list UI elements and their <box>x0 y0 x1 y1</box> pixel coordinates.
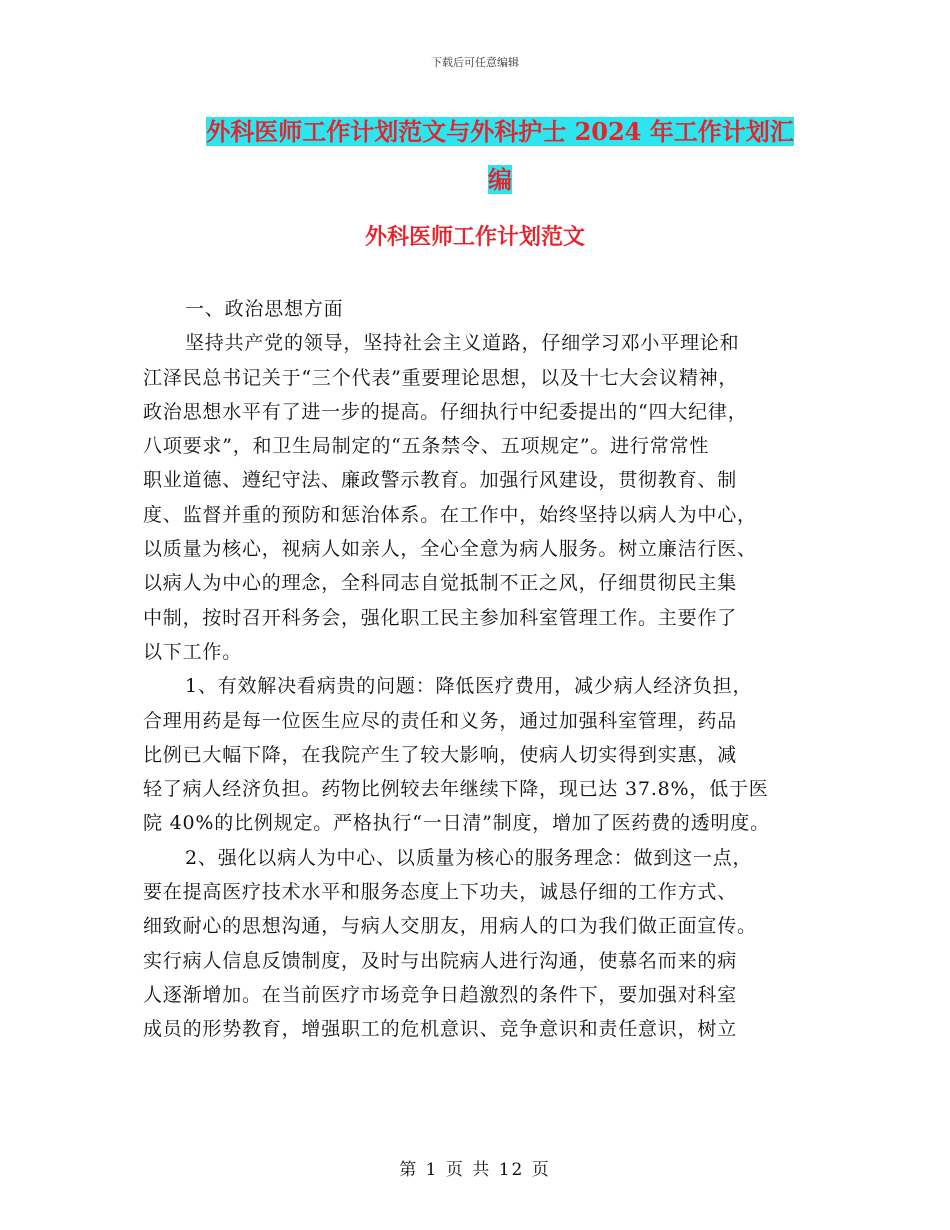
paragraph-line: 人逐渐增加。在当前医疗市场竞争日趋激烈的条件下，要加强对科室 <box>143 983 738 1006</box>
paragraph-line: 职业道德、遵纪守法、廉政警示教育。加强行风建设，贯彻教育、制 <box>143 469 738 492</box>
body-text <box>143 292 828 1047</box>
paragraph-line: 2、强化以病人为中心、以质量为核心的服务理念：做到这一点， <box>185 846 753 869</box>
paragraph-line: 成员的形势教育，增强职工的危机意识、竞争意识和责任意识，树立 <box>143 1018 738 1041</box>
paragraph-line: 以下工作。 <box>143 640 243 663</box>
paragraph-line: 比例已大幅下降，在我院产生了较大影响，使病人切实得到实惠，减 <box>143 743 738 766</box>
paragraph-line: 要在提高医疗技术水平和服务态度上下功夫，诚恳仔细的工作方式、 <box>143 881 738 904</box>
paragraph-line: 坚持共产党的领导，坚持社会主义道路，仔细学习邓小平理论和 <box>185 332 740 355</box>
title-line-1: 外科医师工作计划范文与外科护士 2024 年工作计划汇 <box>206 117 794 146</box>
section-title: 外科医师工作计划范文 <box>364 224 585 250</box>
paragraph-line: 中制，按时召开科务会，强化职工民主参加科室管理工作。主要作了 <box>143 606 738 629</box>
paragraph-line: 院 40%的比例规定。严格执行“一日清”制度，增加了医药费的透明度。 <box>143 812 770 835</box>
paragraph-line: 合理用药是每一位医生应尽的责任和义务，通过加强科室管理，药品 <box>143 709 738 732</box>
paragraph-line: 1、有效解决看病贵的问题：降低医疗费用，减少病人经济负担， <box>185 675 753 698</box>
paragraph-line: 以病人为中心的理念，全科同志自觉抵制不正之风，仔细贯彻民主集 <box>143 572 738 595</box>
header-note: 下载后可任意编辑 <box>431 56 519 69</box>
paragraph-line: 轻了病人经济负担。药物比例较去年继续下降，现已达 37.8%，低于医 <box>143 778 769 801</box>
paragraph-line: 以质量为核心，视病人如亲人，全心全意为病人服务。树立廉洁行医、 <box>143 538 757 561</box>
paragraph-line: 实行病人信息反馈制度，及时与出院病人进行沟通，使慕名而来的病 <box>143 949 738 972</box>
paragraph-line: 度、监督并重的预防和惩治体系。在工作中，始终坚持以病人为中心， <box>143 503 757 526</box>
section-heading-politics: 一、政治思想方面 <box>185 298 344 320</box>
paragraph-line: 政治思想水平有了进一步的提高。仔细执行中纪委提出的“四大纪律， <box>143 400 748 423</box>
paragraph-line: 江泽民总书记关于“三个代表”重要理论思想，以及十七大会议精神， <box>143 366 739 389</box>
paragraph-line: 八项要求”，和卫生局制定的“五条禁令、五项规定”。进行常常性 <box>143 435 710 458</box>
document-title <box>150 108 850 204</box>
paragraph-line: 细致耐心的思想沟通，与病人交朋友，用病人的口为我们做正面宣传。 <box>143 915 757 938</box>
page-number: 第 1 页 共 12 页 <box>399 1160 551 1180</box>
title-line-2: 编 <box>488 165 512 194</box>
